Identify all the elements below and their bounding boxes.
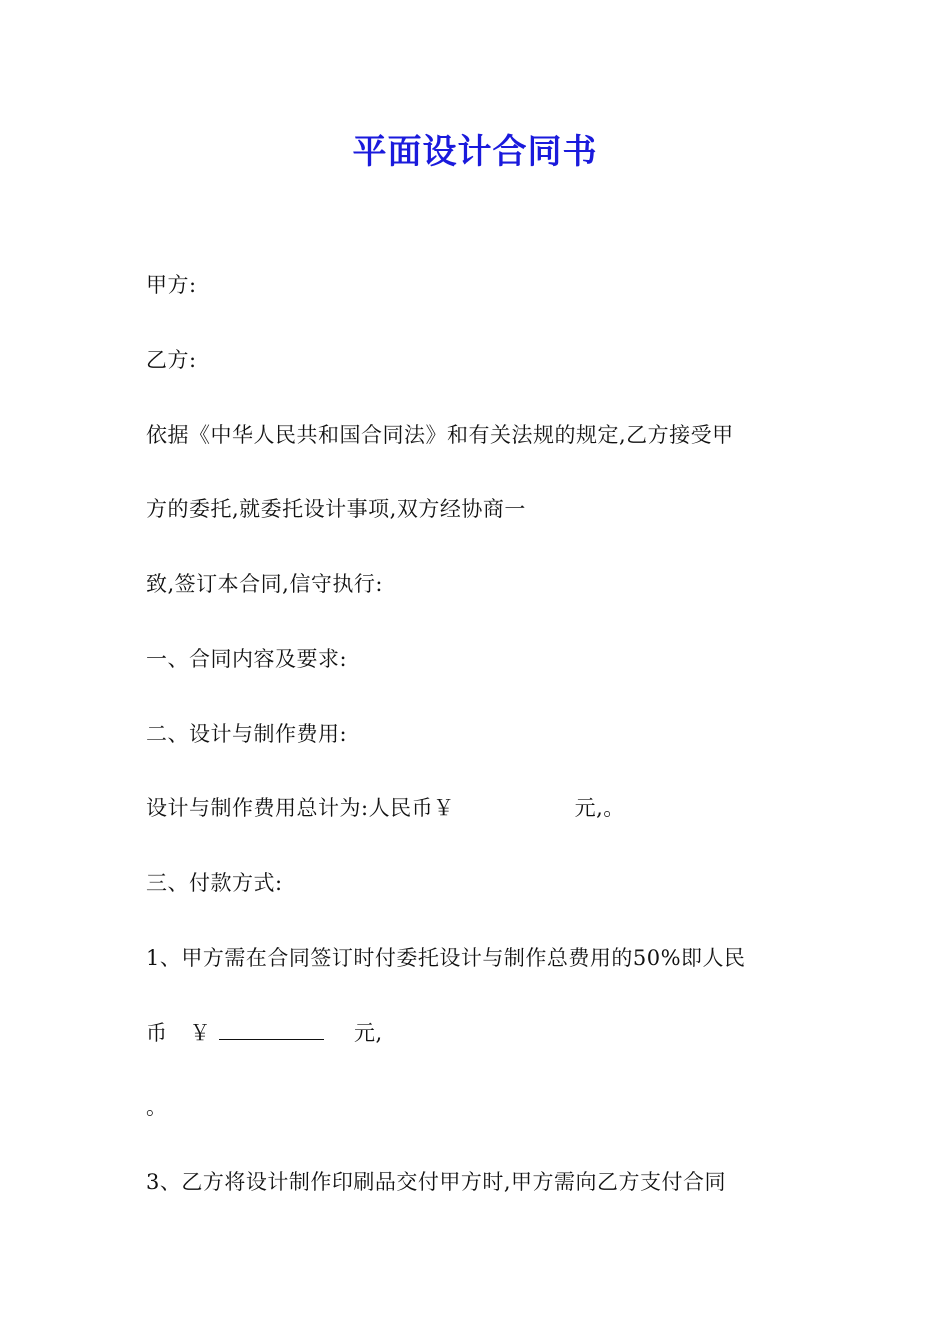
- fee-suffix: 元,。: [574, 796, 625, 820]
- fee-total-line: [146, 793, 625, 823]
- payment-1-amount-blank: [219, 1021, 324, 1040]
- payment-1-rmb: 币: [146, 1021, 168, 1045]
- payment-1-suffix: 元,: [354, 1021, 383, 1045]
- document-title: 平面设计合同书: [352, 132, 598, 172]
- intro-line-3: 致,签订本合同,信守执行:: [146, 572, 383, 596]
- party-a-label: 甲方:: [146, 273, 197, 297]
- period-line: 。: [146, 1095, 168, 1119]
- section-1-heading: 一、合同内容及要求:: [146, 647, 348, 671]
- yen-sign: ￥: [189, 1021, 211, 1045]
- section-2-heading: 二、设计与制作费用:: [146, 722, 348, 746]
- fee-prefix: 设计与制作费用总计为:人民币￥: [146, 796, 455, 820]
- party-b-label: 乙方:: [146, 348, 197, 372]
- intro-line-2: 方的委托,就委托设计事项,双方经协商一: [146, 497, 526, 521]
- payment-1-line-1: 1、甲方需在合同签订时付委托设计与制作总费用的50%即人民: [146, 946, 746, 970]
- payment-3-line-1: 3、乙方将设计制作印刷品交付甲方时,甲方需向乙方支付合同: [146, 1170, 727, 1194]
- intro-line-1: 依据《中华人民共和国合同法》和有关法规的规定,乙方接受甲: [146, 423, 734, 447]
- payment-1-line-2: [146, 1018, 383, 1048]
- section-3-heading: 三、付款方式:: [146, 871, 283, 895]
